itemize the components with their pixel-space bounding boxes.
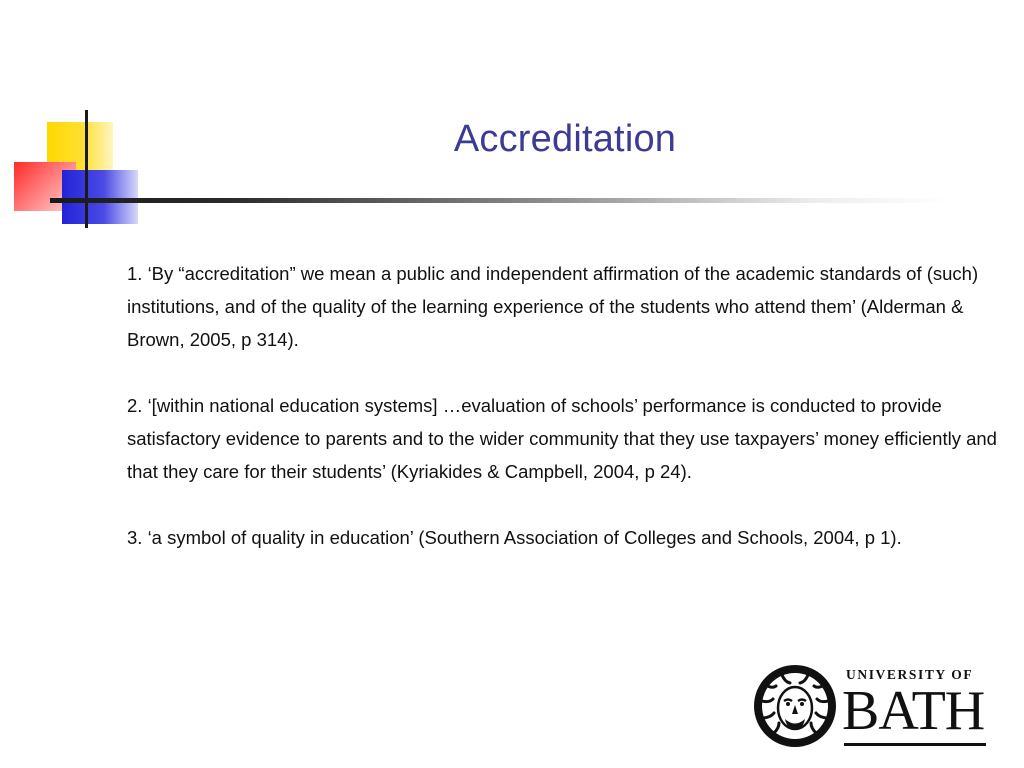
logo-underline	[844, 743, 986, 746]
quote-paragraph-3: 3. ‘a symbol of quality in education’ (Southern Association of Colleges and Schools, 2004, p 1).	[127, 527, 902, 548]
quote-paragraph-1: 1. ‘By “accreditation” we mean a public and independent affirmation of the academic standards of (such) institutions, and of the quality of the learning experience of the students who attend them’ (Alderman & Brown, 2005, p 314).	[127, 263, 979, 350]
quote-paragraph-2: 2. ‘[within national education systems] …evaluation of schools’ performance is conducted to provide satisfactory evidence to parents and to the wider community that they use taxpayers’ money efficiently and that they care for their students’ (Kyriakides & Campbell, 2004, p 24).	[127, 395, 997, 482]
gorgon-head-icon	[752, 663, 838, 749]
decor-vertical-line	[85, 110, 88, 228]
title-underline	[50, 198, 950, 203]
logo-text-university-of: UNIVERSITY OF	[846, 667, 974, 682]
decor-blue-square	[62, 170, 138, 224]
slide-title: Accreditation	[453, 118, 677, 160]
logo-text-bath: BATH	[842, 680, 985, 742]
slide-body	[127, 257, 997, 587]
university-logo	[752, 663, 992, 749]
